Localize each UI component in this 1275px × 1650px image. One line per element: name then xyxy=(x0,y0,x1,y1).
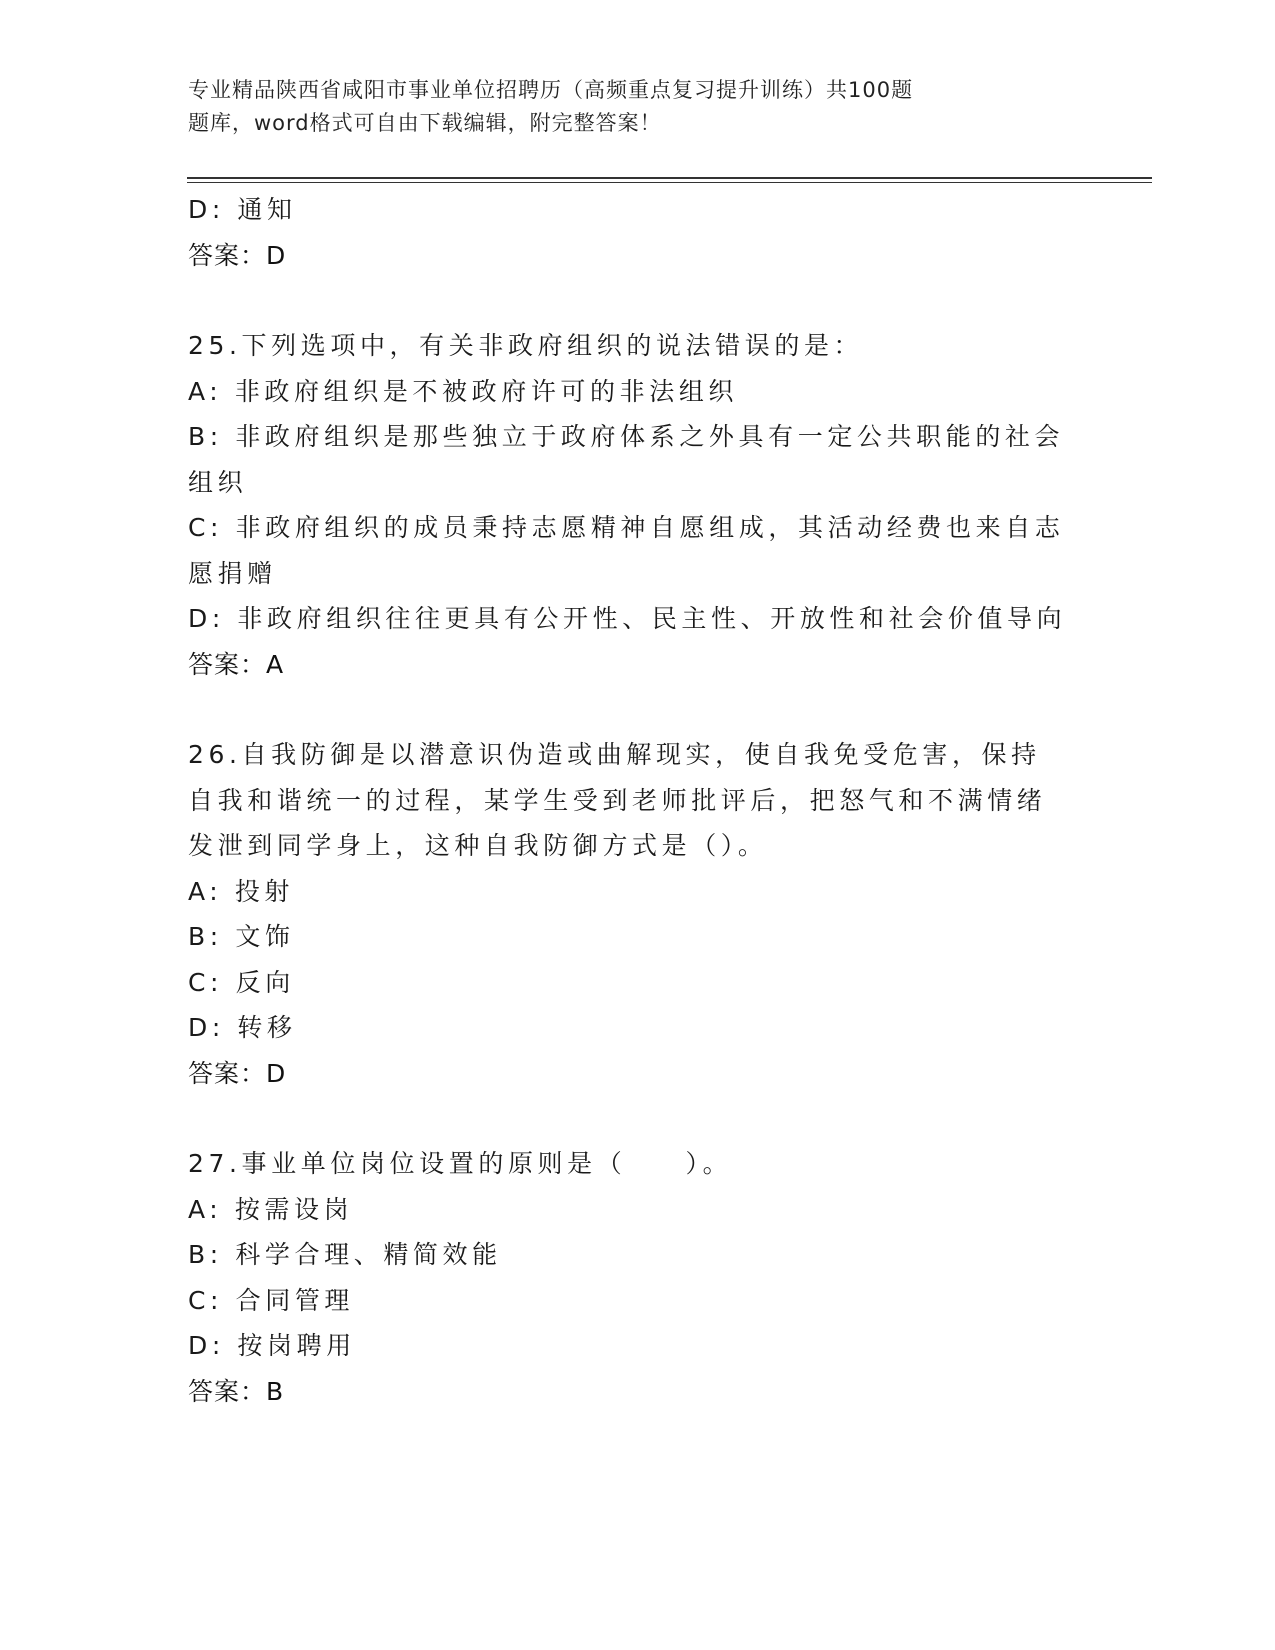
header-divider-thin xyxy=(187,182,1152,183)
spacer xyxy=(188,1096,1068,1141)
option-a: A: 非政府组织是不被政府许可的非法组织 xyxy=(188,376,739,406)
answer-line: 答案：D xyxy=(188,240,287,270)
option-b: B: 文饰 xyxy=(188,922,295,951)
option-c: C: 非政府组织的成员秉持志愿精神自愿组成，其活动经费也来自志愿捐赠 xyxy=(188,513,1065,588)
question-body xyxy=(188,187,1068,1414)
question-block-24 xyxy=(188,187,1068,278)
header-divider-thick xyxy=(187,177,1152,179)
option-a: A: 投射 xyxy=(188,876,295,906)
option-c: C: 反向 xyxy=(188,967,295,997)
option-d: D: 按岗聘用 xyxy=(188,1331,356,1360)
answer-line: 答案：D xyxy=(188,1058,287,1088)
option-d: D: 通知 xyxy=(188,195,297,224)
option-d: D: 转移 xyxy=(188,1013,297,1042)
question-stem: 25.下列选项中，有关非政府组织的说法错误的是： xyxy=(188,331,864,360)
question-stem: 26.自我防御是以潜意识伪造或曲解现实，使自我免受危害，保持自我和谐统一的过程，某学生受到老师批评后，把怒气和不满情绪发泄到同学身上，这种自我防御方式是（）。 xyxy=(188,740,1047,860)
question-block-27 xyxy=(188,1141,1068,1414)
option-c: C: 合同管理 xyxy=(188,1285,355,1315)
spacer xyxy=(188,278,1068,323)
option-d: D: 非政府组织往往更具有公开性、民主性、开放性和社会价值导向 xyxy=(188,604,1067,633)
question-block-25 xyxy=(188,323,1068,687)
answer-line: 答案：B xyxy=(188,1376,285,1406)
answer-line: 答案：A xyxy=(188,649,285,679)
header-title-line-1: 专业精品陕西省咸阳市事业单位招聘历（高频重点复习提升训练）共100题 xyxy=(188,78,914,102)
option-b: B: 非政府组织是那些独立于政府体系之外具有一定公共职能的社会组织 xyxy=(188,422,1065,497)
option-a: A: 按需设岗 xyxy=(188,1194,354,1224)
spacer xyxy=(188,687,1068,732)
question-block-26 xyxy=(188,732,1068,1096)
page-header xyxy=(188,74,1018,140)
option-b: B: 科学合理、精简效能 xyxy=(188,1240,502,1269)
header-title-line-2: 题库，word格式可自由下载编辑，附完整答案！ xyxy=(188,111,662,135)
question-stem: 27.事业单位岗位设置的原则是（ ）。 xyxy=(188,1149,733,1178)
